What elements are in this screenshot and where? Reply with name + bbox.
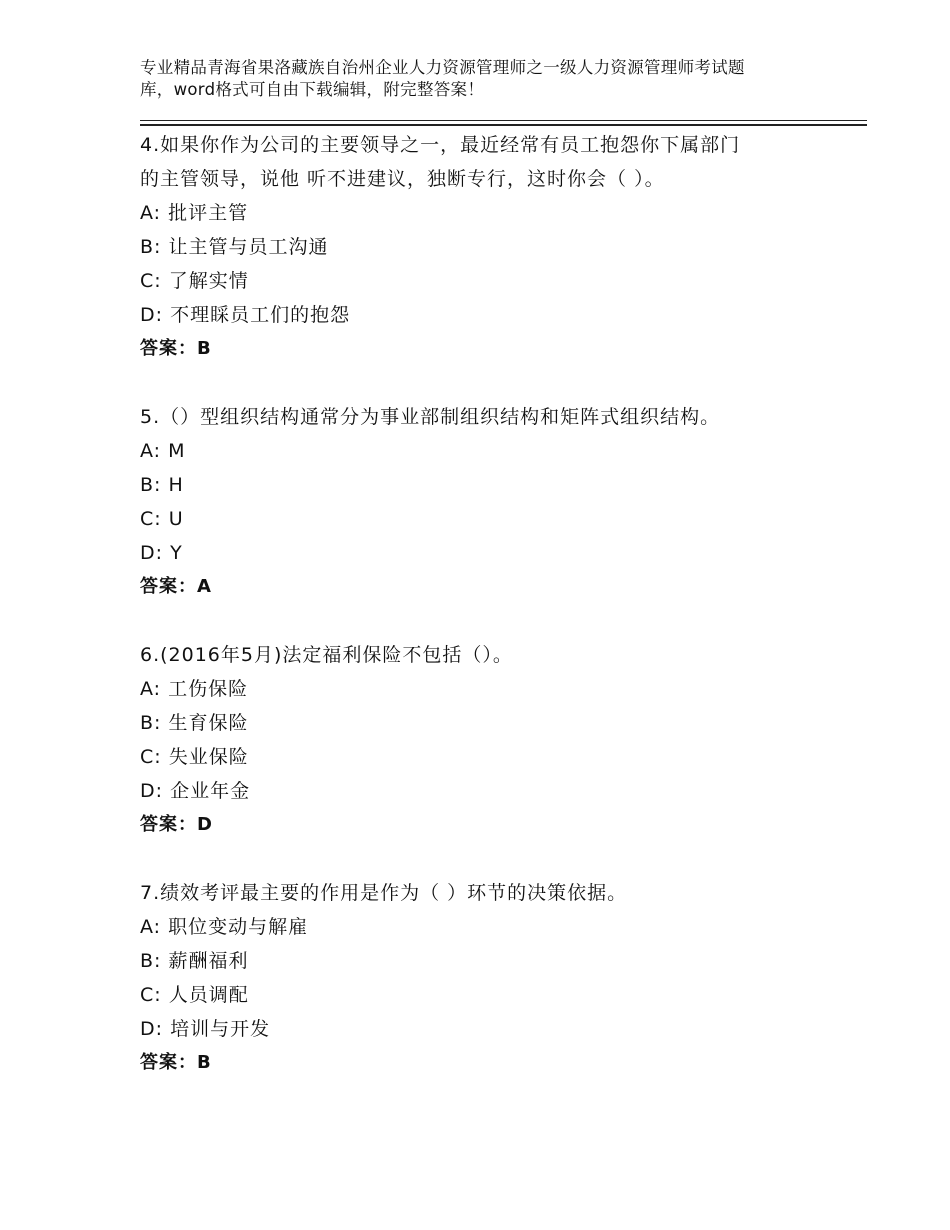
option-a: A: 批评主管 [140,202,249,224]
answer-line: 答案：B [140,338,212,359]
option-c: C: 人员调配 [140,984,249,1006]
option-d: D: Y [140,542,183,564]
option-a: A: 职位变动与解雇 [140,916,309,938]
option-d: D: 不理睬员工们的抱怨 [140,304,351,326]
question-stem: 7.绩效考评最主要的作用是作为（ ）环节的决策依据。 [140,882,628,904]
header-divider-thin [140,120,867,121]
answer-line: 答案：A [140,576,212,597]
option-d: D: 培训与开发 [140,1018,271,1040]
option-c: C: 失业保险 [140,746,249,768]
option-b: B: H [140,474,184,496]
question-4 [140,128,860,366]
question-stem: 6.(2016年5月)法定福利保险不包括（）。 [140,644,513,666]
question-stem: 4.如果你作为公司的主要领导之一，最近经常有员工抱怨你下属部门 [140,134,741,156]
option-c: C: 了解实情 [140,270,249,292]
header-line-1: 专业精品青海省果洛藏族自治州企业人力资源管理师之一级人力资源管理师考试题 [140,58,745,77]
option-d: D: 企业年金 [140,780,251,802]
document-header [140,57,840,101]
option-c: C: U [140,508,184,530]
option-b: B: 生育保险 [140,712,249,734]
option-b: B: 薪酬福利 [140,950,249,972]
answer-line: 答案：D [140,814,213,835]
option-a: A: M [140,440,186,462]
question-list [140,128,860,1080]
question-7 [140,876,860,1080]
header-line-2: 库，word格式可自由下载编辑，附完整答案！ [140,80,485,99]
question-6 [140,638,860,842]
option-a: A: 工伤保险 [140,678,249,700]
question-5 [140,400,860,604]
question-stem: 5.（）型组织结构通常分为事业部制组织结构和矩阵式组织结构。 [140,406,721,428]
option-b: B: 让主管与员工沟通 [140,236,329,258]
answer-line: 答案：B [140,1052,212,1073]
question-stem: 的主管领导，说他 听不进建议，独断专行，这时你会（ ）。 [140,168,665,190]
header-divider-thick [140,124,867,126]
